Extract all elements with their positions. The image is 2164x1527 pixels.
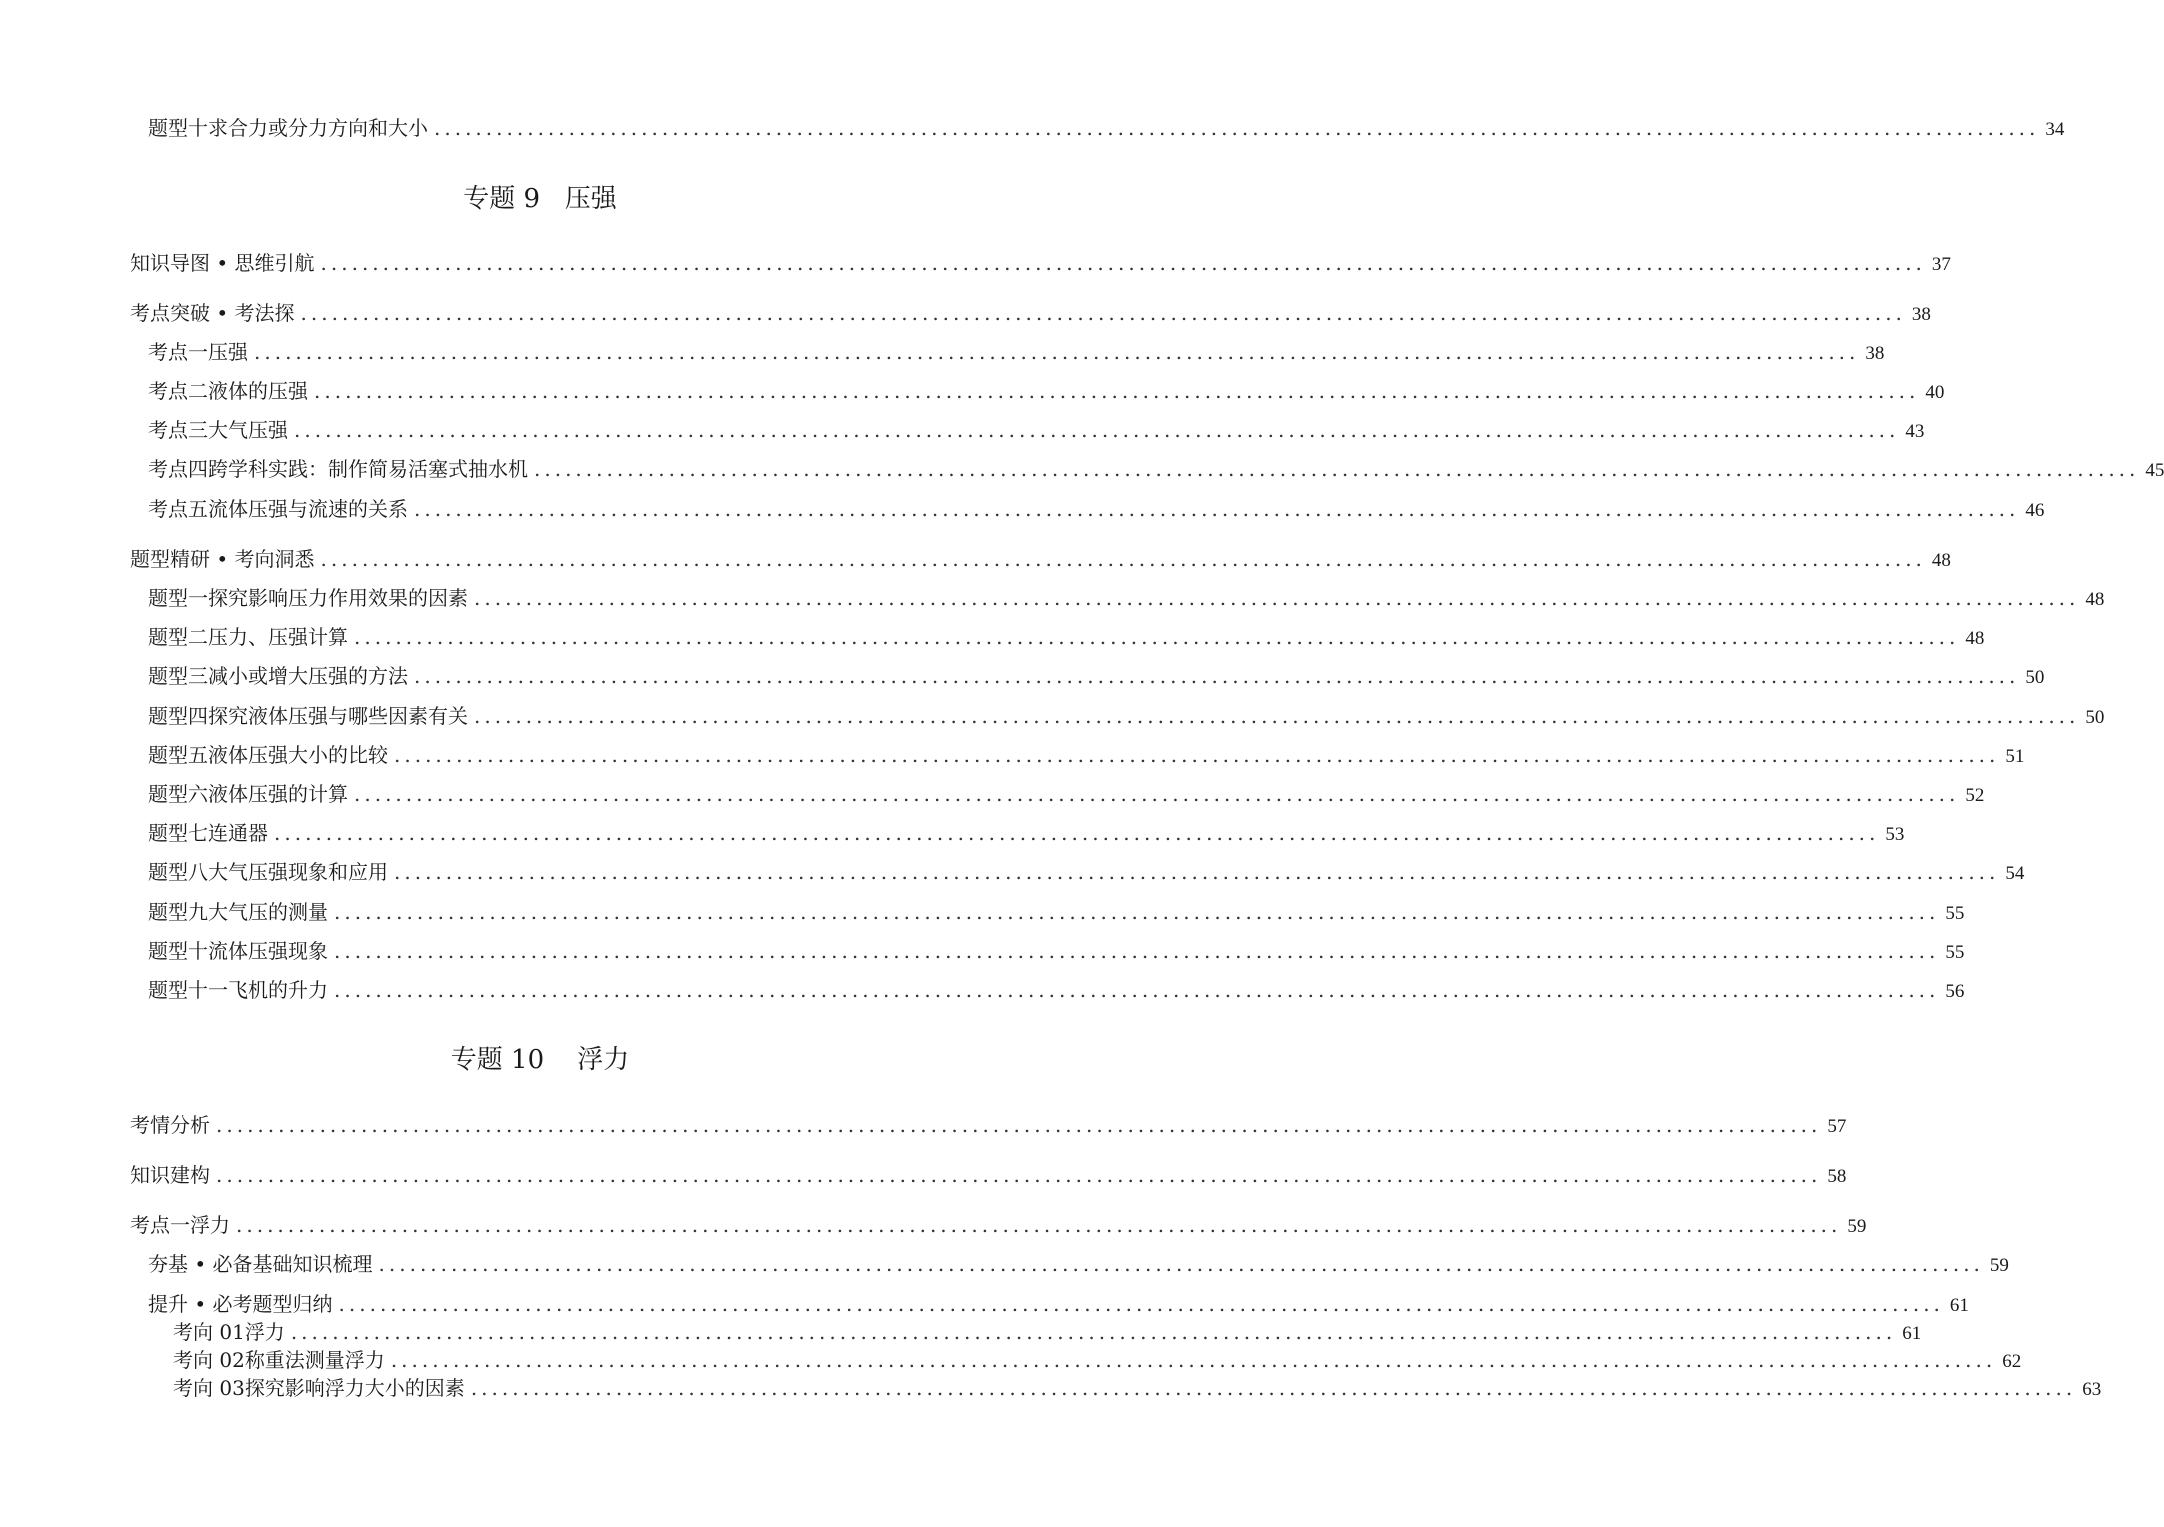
toc-entry[interactable] bbox=[148, 496, 2045, 524]
dot-leader: ........................................................................................................................................................... bbox=[334, 939, 1940, 963]
toc-entry-page: 50 bbox=[2085, 707, 2105, 728]
toc-entry[interactable] bbox=[148, 703, 2105, 731]
toc-entry[interactable] bbox=[148, 115, 2065, 143]
toc-entry-label: 题型八 bbox=[148, 860, 208, 884]
toc-entry-page: 55 bbox=[1945, 942, 1965, 963]
toc-entry-page: 37 bbox=[1931, 254, 1951, 275]
toc-entry-page: 61 bbox=[1949, 1295, 1969, 1316]
toc-entry[interactable] bbox=[148, 378, 1945, 406]
section-heading-label: 专题 10 bbox=[450, 1045, 545, 1075]
toc-entry-title: 连通器 bbox=[208, 821, 268, 845]
dot-leader: ........................................................................................................................................................... bbox=[236, 1213, 1842, 1237]
toc-entry-page: 48 bbox=[2085, 589, 2105, 610]
toc-entry-label: 知识导图 • 思维引航 bbox=[130, 251, 315, 275]
toc-entry-page: 48 bbox=[1965, 628, 1985, 649]
toc-entry-title: 称重法测量浮力 bbox=[244, 1348, 385, 1372]
toc-entry-label: 题型一 bbox=[148, 586, 208, 610]
toc-entry-label: 题型九 bbox=[148, 900, 208, 924]
toc-entry-label: 考点一 bbox=[148, 340, 208, 364]
dot-leader: ........................................................................................................................................................... bbox=[414, 664, 2020, 688]
toc-entry-title: 液体压强大小的比较 bbox=[208, 743, 388, 767]
toc-entry-title: 浮力 bbox=[244, 1320, 285, 1344]
toc-entry[interactable] bbox=[148, 624, 1985, 652]
toc-entry[interactable] bbox=[130, 250, 1951, 278]
toc-entry-label: 考点四 bbox=[148, 457, 208, 481]
toc-entry-page: 46 bbox=[2025, 500, 2045, 521]
toc-entry[interactable] bbox=[148, 820, 1905, 848]
toc-entry-label: 题型二 bbox=[148, 625, 208, 649]
toc-entry-page: 34 bbox=[2045, 119, 2065, 140]
toc-entry-page: 48 bbox=[1931, 550, 1951, 571]
dot-leader: ........................................................................................................................................................... bbox=[334, 978, 1940, 1002]
toc-entry-page: 52 bbox=[1965, 785, 1985, 806]
toc-entry-page: 51 bbox=[2005, 746, 2025, 767]
toc-entry-page: 59 bbox=[1989, 1255, 2009, 1276]
toc-entry[interactable] bbox=[173, 1375, 2102, 1403]
dot-leader: ........................................................................................................................................................... bbox=[378, 1252, 1984, 1276]
dot-leader: ........................................................................................................................................................... bbox=[294, 418, 1900, 442]
dot-leader: ........................................................................................................................................................... bbox=[254, 340, 1860, 364]
toc-entry[interactable] bbox=[130, 300, 1931, 328]
toc-entry-label: 考点一 bbox=[130, 1213, 190, 1237]
toc-entry-label: 考向 02 bbox=[173, 1348, 245, 1372]
toc-entry-page: 54 bbox=[2005, 863, 2025, 884]
toc-entry-page: 38 bbox=[1911, 304, 1931, 325]
toc-entry-title: 探究影响压力作用效果的因素 bbox=[208, 586, 468, 610]
toc-entry-title: 流体压强现象 bbox=[208, 939, 328, 963]
toc-entry-page: 61 bbox=[1902, 1323, 1922, 1344]
dot-leader: ........................................................................................................................................................... bbox=[320, 547, 1926, 571]
toc-entry-label: 题型三 bbox=[148, 664, 208, 688]
toc-entry[interactable] bbox=[130, 1112, 1847, 1140]
dot-leader: ........................................................................................................................................................... bbox=[534, 457, 2140, 481]
toc-entry-title: 大气压强 bbox=[208, 418, 288, 442]
toc-entry[interactable] bbox=[130, 546, 1951, 574]
dot-leader: ........................................................................................................................................................... bbox=[474, 586, 2080, 610]
toc-entry[interactable] bbox=[148, 938, 1965, 966]
toc-entry-label: 题型十 bbox=[148, 116, 208, 140]
dot-leader: ........................................................................................................................................................... bbox=[338, 1292, 1944, 1316]
toc-entry-page: 62 bbox=[2002, 1351, 2022, 1372]
toc-entry-label: 考点五 bbox=[148, 497, 208, 521]
toc-entry[interactable] bbox=[173, 1319, 1922, 1347]
dot-leader: ........................................................................................................................................................... bbox=[390, 1348, 1997, 1372]
toc-entry-title: 求合力或分力方向和大小 bbox=[208, 116, 428, 140]
toc-entry-page: 63 bbox=[2082, 1379, 2102, 1400]
toc-entry-page: 53 bbox=[1885, 824, 1905, 845]
dot-leader: ........................................................................................................................................................... bbox=[300, 301, 1906, 325]
dot-leader: ........................................................................................................................................................... bbox=[394, 743, 2000, 767]
toc-entry-page: 38 bbox=[1865, 343, 1885, 364]
toc-entry[interactable] bbox=[148, 1251, 2009, 1279]
dot-leader: ........................................................................................................................................................... bbox=[320, 251, 1926, 275]
toc-entry-title: 压力、压强计算 bbox=[208, 625, 348, 649]
toc-entry-title: 飞机的升力 bbox=[228, 978, 328, 1002]
toc-entry-label: 考点二 bbox=[148, 379, 208, 403]
toc-entry[interactable] bbox=[130, 1212, 1867, 1240]
toc-entry-label: 题型五 bbox=[148, 743, 208, 767]
dot-leader: ........................................................................................................................................................... bbox=[274, 821, 1880, 845]
toc-entry-title: 减小或增大压强的方法 bbox=[208, 664, 408, 688]
toc-entry-title: 大气压的测量 bbox=[208, 900, 328, 924]
toc-entry[interactable] bbox=[148, 899, 1965, 927]
toc-entry[interactable] bbox=[148, 585, 2105, 613]
toc-entry-title: 液体的压强 bbox=[208, 379, 308, 403]
dot-leader: ........................................................................................................................................................... bbox=[334, 900, 1940, 924]
section-heading bbox=[0, 1043, 1080, 1077]
dot-leader: ........................................................................................................................................................... bbox=[470, 1376, 2077, 1400]
section-heading-title: 浮力 bbox=[577, 1045, 630, 1075]
toc-entry[interactable] bbox=[148, 1291, 1969, 1319]
dot-leader: ........................................................................................................................................................... bbox=[354, 782, 1960, 806]
toc-entry-label: 题型十 bbox=[148, 939, 208, 963]
toc-entry[interactable] bbox=[148, 859, 2025, 887]
toc-entry-label: 知识建构 bbox=[130, 1163, 210, 1187]
section-heading-label: 专题 9 bbox=[463, 184, 540, 214]
toc-entry[interactable] bbox=[148, 456, 2164, 484]
toc-entry-label: 题型六 bbox=[148, 782, 208, 806]
section-heading bbox=[0, 182, 1080, 216]
toc-entry-title: 探究影响浮力大小的因素 bbox=[244, 1376, 465, 1400]
toc-entry-title: 流体压强与流速的关系 bbox=[208, 497, 408, 521]
toc-entry-label: 题型四 bbox=[148, 704, 208, 728]
toc-entry-label: 题型七 bbox=[148, 821, 208, 845]
toc-entry-title: 跨学科实践：制作简易活塞式抽水机 bbox=[208, 457, 528, 481]
toc-entry-page: 43 bbox=[1905, 421, 1925, 442]
dot-leader: ........................................................................................................................................................... bbox=[394, 860, 2000, 884]
toc-entry-page: 55 bbox=[1945, 903, 1965, 924]
toc-entry-label: 考向 01 bbox=[173, 1320, 245, 1344]
toc-entry[interactable] bbox=[148, 742, 2025, 770]
toc-entry[interactable] bbox=[130, 1162, 1847, 1190]
toc-entry-label: 考情分析 bbox=[130, 1113, 210, 1137]
dot-leader: ........................................................................................................................................................... bbox=[216, 1113, 1822, 1137]
toc-entry[interactable] bbox=[148, 339, 1885, 367]
dot-leader: ........................................................................................................................................................... bbox=[290, 1320, 1897, 1344]
toc-entry-label: 提升 • 必考题型归纳 bbox=[148, 1292, 333, 1316]
toc-entry-page: 45 bbox=[2145, 460, 2164, 481]
toc-entry-title: 探究液体压强与哪些因素有关 bbox=[208, 704, 468, 728]
toc-entry-label: 考点突破 • 考法探 bbox=[130, 301, 295, 325]
toc-entry-label: 考点三 bbox=[148, 418, 208, 442]
section-heading-title: 压强 bbox=[564, 184, 617, 214]
toc-entry[interactable] bbox=[148, 781, 1985, 809]
toc-entry[interactable] bbox=[148, 977, 1965, 1005]
toc-entry-page: 57 bbox=[1827, 1116, 1847, 1137]
dot-leader: ........................................................................................................................................................... bbox=[434, 116, 2040, 140]
toc-entry-page: 50 bbox=[2025, 667, 2045, 688]
toc-entry-page: 58 bbox=[1827, 1166, 1847, 1187]
toc-entry-title: 大气压强现象和应用 bbox=[208, 860, 388, 884]
toc-entry-page: 40 bbox=[1925, 382, 1945, 403]
dot-leader: ........................................................................................................................................................... bbox=[474, 704, 2080, 728]
toc-entry[interactable] bbox=[173, 1347, 2022, 1375]
toc-entry-title: 液体压强的计算 bbox=[208, 782, 348, 806]
toc-entry-label: 考向 03 bbox=[173, 1376, 245, 1400]
dot-leader: ........................................................................................................................................................... bbox=[354, 625, 1960, 649]
toc-entry-page: 59 bbox=[1847, 1216, 1867, 1237]
toc-entry[interactable] bbox=[148, 417, 1925, 445]
dot-leader: ........................................................................................................................................................... bbox=[216, 1163, 1822, 1187]
toc-entry-label: 题型十一 bbox=[148, 978, 228, 1002]
toc-entry-page: 56 bbox=[1945, 981, 1965, 1002]
toc-entry-label: 夯基 • 必备基础知识梳理 bbox=[148, 1252, 373, 1276]
toc-entry-title: 压强 bbox=[208, 340, 248, 364]
toc-entry[interactable] bbox=[148, 663, 2045, 691]
toc-entry-title: 浮力 bbox=[190, 1213, 230, 1237]
dot-leader: ........................................................................................................................................................... bbox=[314, 379, 1920, 403]
dot-leader: ........................................................................................................................................................... bbox=[414, 497, 2020, 521]
toc-entry-label: 题型精研 • 考向洞悉 bbox=[130, 547, 315, 571]
